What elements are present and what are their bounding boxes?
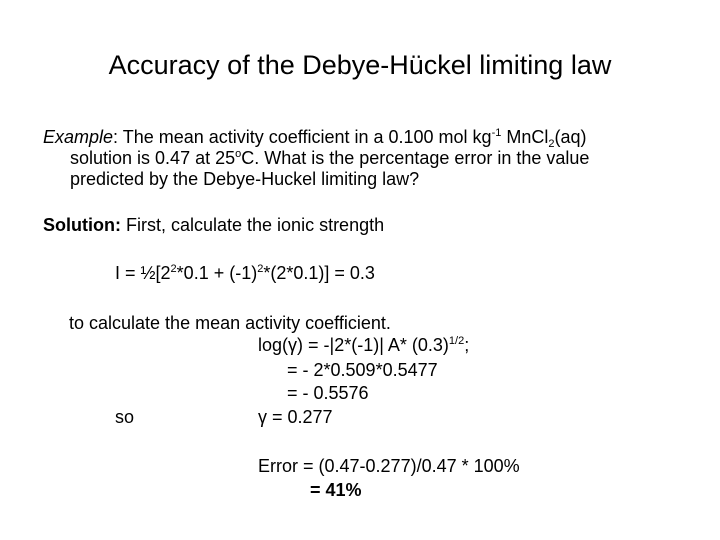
error-equation: Error = (0.47-0.277)/0.47 * 100% [258, 456, 520, 476]
ionic-text-b: *0.1 + (-1) [176, 263, 258, 283]
log-sup: 1/2 [448, 335, 465, 347]
example-sub-1: 2 [548, 138, 555, 150]
example-line-3: predicted by the Debye-Huckel limiting law? [70, 169, 420, 189]
ionic-sup-2: 2 [257, 263, 264, 275]
calc-line-1: = - 2*0.509*0.5477 [287, 360, 438, 380]
ionic-text-a: I = ½[2 [115, 263, 171, 283]
example-sup-2: o [235, 148, 242, 160]
error-result: = 41% [310, 480, 362, 500]
log-text-b: ; [464, 335, 470, 355]
ionic-strength-equation [115, 263, 375, 287]
example-text-2b: C. What is the percentage error in the value [241, 148, 590, 168]
ionic-sup-1: 2 [170, 263, 177, 275]
ionic-text-c: *(2*0.1)] = 0.3 [263, 263, 375, 283]
example-text-2a: solution is 0.47 at 25 [70, 148, 236, 168]
example-text-1b: MnCl [501, 127, 549, 147]
solution-line [43, 215, 384, 236]
mean-activity-line: to calculate the mean activity coefficient. [69, 313, 391, 333]
example-text-1c: (aq) [554, 127, 587, 147]
example-label: Example [43, 127, 114, 147]
solution-label: Solution: [43, 215, 121, 235]
slide-title: Accuracy of the Debye-Hückel limiting law [108, 50, 612, 80]
gamma-result: γ = 0.277 [258, 407, 333, 427]
log-gamma-equation [258, 335, 469, 359]
so-label: so [115, 407, 135, 427]
log-text-a: log(γ) = -|2*(-1)| A* (0.3) [258, 335, 449, 355]
calc-line-2: = - 0.5576 [287, 383, 369, 403]
example-sup-1: -1 [491, 127, 502, 139]
solution-text: First, calculate the ionic strength [120, 215, 385, 235]
example-text-1a: : The mean activity coefficient in a 0.100 mol kg [113, 127, 492, 147]
